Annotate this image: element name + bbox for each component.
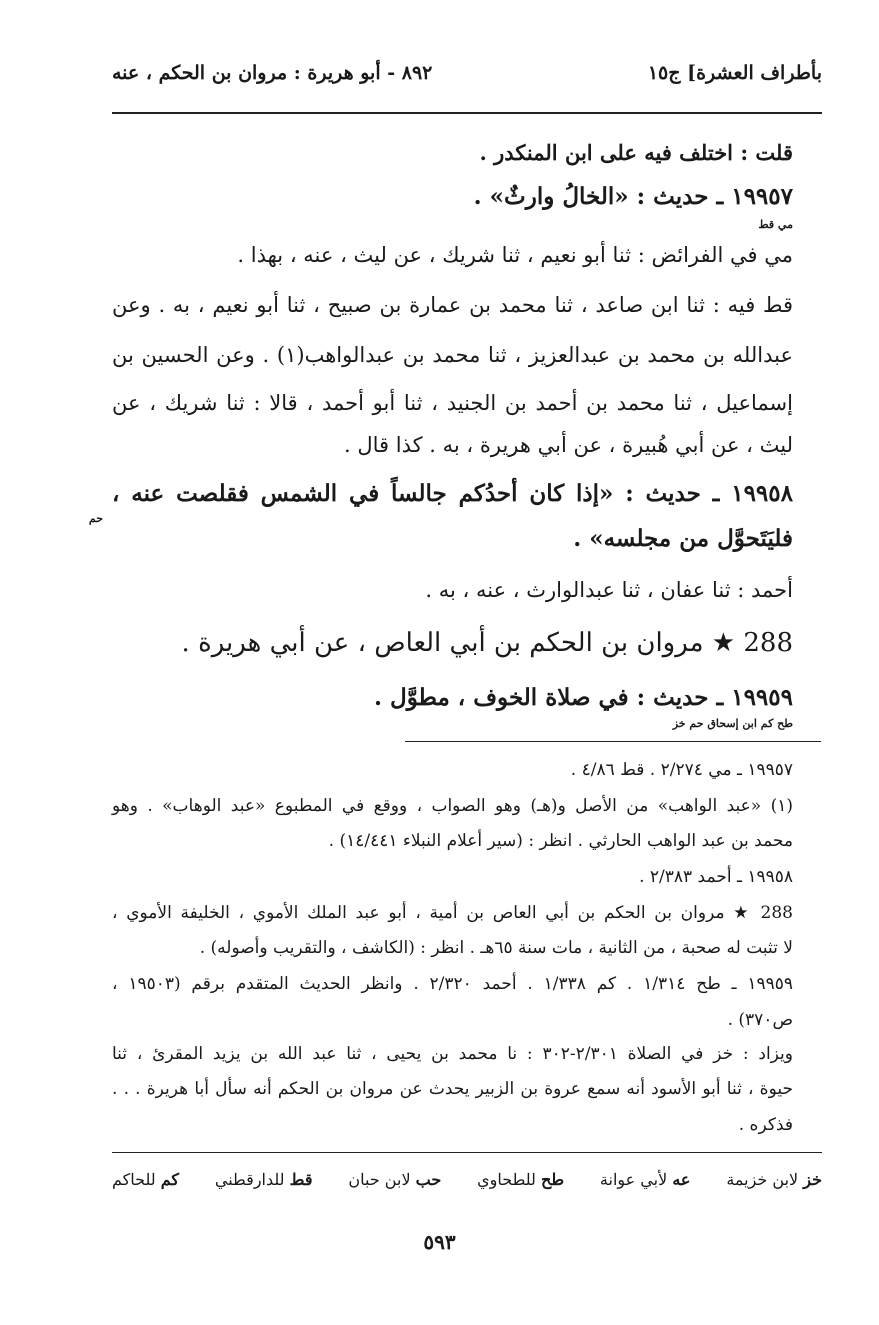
hadith-title: ـ حديث : «الخالُ وارثٌ» . (473, 183, 724, 210)
hadith-number: ١٩٩٥٧ (731, 183, 793, 210)
footnote-rule (405, 741, 821, 742)
footnote-line: حيوة ، ثنا أبو الأسود أنه سمع عروة بن الزبير يحدث عن مروان بن الحكم أنه سأل أبا هريرة . . . (112, 1079, 793, 1099)
footnote-line: ١٩٩٥٨ ـ أحمد ٢/٣٨٣ . (639, 867, 793, 887)
text-line: ليث ، عن أبي هُبيرة ، عن أبي هريرة ، به . كذا قال . (344, 433, 793, 457)
footnote-line: لا تثبت له صحبة ، من الثانية ، مات سنة ٦٥هـ . انظر : (الكاشف ، والتقريب وأصوله) . (199, 938, 793, 958)
legend-item: خز لابن خزيمة (726, 1170, 822, 1189)
footnote-line: (١) «عبد الواهب» من الأصل و(هـ) وهو الصواب ، ووقع في المطبوع «عبد الوهاب» . وهو (112, 796, 793, 816)
narrator-number: 288 (743, 628, 793, 658)
hadith-title: ـ حديث : في صلاة الخوف ، مطوَّل . (373, 684, 724, 711)
footnote-line: ١٩٩٥٧ ـ مي ٢/٢٧٤ . قط ٤/٨٦ . (570, 760, 793, 780)
hadith-sigla: حم (88, 512, 103, 525)
hadith-sigla: طح كم ابن إسحاق حم خز (672, 717, 793, 730)
page-number: ٥٩٣ (423, 1230, 456, 1254)
text-line: عبدالله بن محمد بن عبدالعزيز ، ثنا محمد بن عبدالواهب(١) . وعن الحسين بن (112, 343, 793, 367)
header-right: بأطراف العشرة] ج١٥ (647, 62, 822, 84)
hadith-title: ـ حديث : «إذا كان أحدُكم جالساً في الشمس فقلصت عنه ، (112, 480, 720, 507)
legend-item: قط للدارقطني (214, 1170, 313, 1189)
footnote-line: 288 ★ مروان بن الحكم بن أبي العاص بن أمية ، أبو عبد الملك الأموي ، الخليفة الأموي ، (112, 903, 793, 923)
footnote-line: فذكره . (738, 1115, 793, 1135)
header-left: ٨٩٢ - أبو هريرة : مروان بن الحكم ، عنه (112, 62, 433, 84)
footnote-line: ص٣٧٠) . (727, 1010, 793, 1030)
legend-item: حب لابن حبان (348, 1170, 442, 1189)
text-line: قط فيه : ثنا ابن صاعد ، ثنا محمد بن عمارة بن صبيح ، ثنا أبو نعيم ، به . وعن (112, 293, 793, 317)
narrator-title: ★ مروان بن الحكم بن أبي العاص ، عن أبي هريرة . (181, 628, 736, 658)
legend-item: طح للطحاوي (477, 1170, 565, 1189)
text-line: مي في الفرائض : ثنا أبو نعيم ، ثنا شريك ، عن ليث ، عنه ، بهذا . (237, 243, 793, 267)
hadith-sigla: مي قط (758, 218, 793, 231)
narrator-heading-288 (182, 628, 793, 658)
hadith-heading-19959 (374, 684, 793, 711)
text-line: إسماعيل ، ثنا محمد بن أحمد بن الجنيد ، ثنا أبو أحمد ، قالا : ثنا شريك ، عن (112, 391, 793, 415)
footnote-line: ١٩٩٥٩ ـ طح ١/٣١٤ . كم ١/٣٣٨ . أحمد ٢/٣٢٠ . وانظر الحديث المتقدم برقم (١٩٥٠٣ ، (112, 974, 793, 994)
legend-item: عه لأبي عوانة (599, 1170, 691, 1189)
text-line: أحمد : ثنا عفان ، ثنا عبدالوارث ، عنه ، به . (425, 578, 793, 602)
running-header (112, 62, 822, 94)
legend-rule (112, 1152, 822, 1153)
hadith-heading-19957 (474, 183, 793, 210)
footnote-line: ويزاد : خز في الصلاة ٢/٣٠١-٣٠٢ : نا محمد بن يحيى ، ثنا عبد الله بن يزيد المقرئ ، ثنا (112, 1044, 793, 1064)
hadith-heading-19958 (112, 480, 793, 507)
hadith-title-continued: فليَتَحوَّل من مجلسه» . (573, 525, 793, 552)
hadith-number: ١٩٩٥٩ (731, 684, 793, 711)
hadith-number: ١٩٩٥٨ (731, 480, 793, 507)
footnote-line: محمد بن عبد الواهب الحارثي . انظر : (سير أعلام النبلاء ١٤/٤٤١) . (328, 831, 793, 851)
header-rule (112, 112, 822, 114)
legend-item: كم للحاكم (112, 1170, 179, 1189)
note-line: قلت : اختلف فيه على ابن المنكدر . (479, 140, 793, 165)
abbreviation-legend (112, 1170, 822, 1189)
